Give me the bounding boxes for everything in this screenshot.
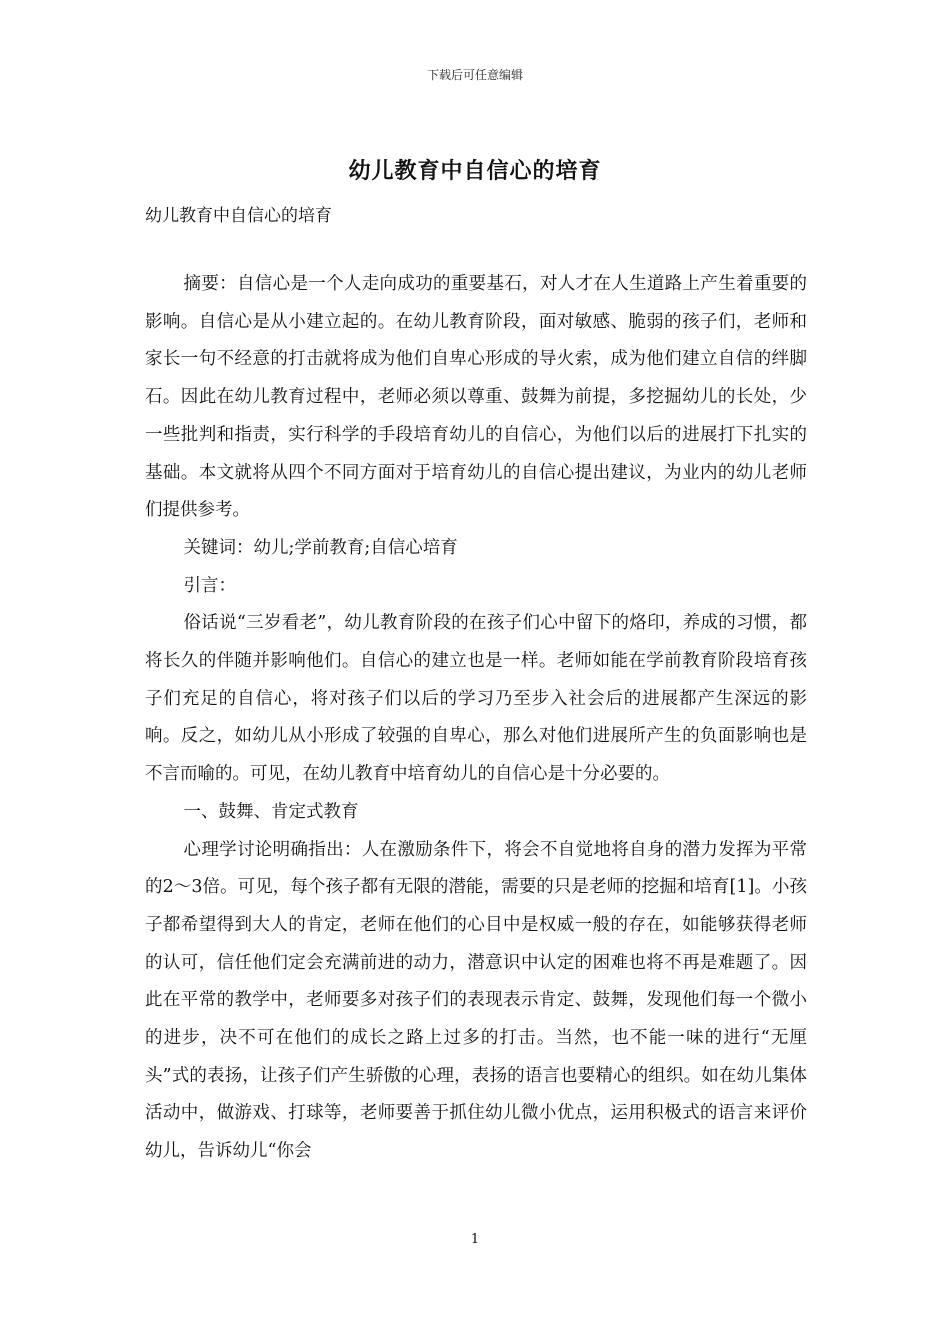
page-header: 下载后可任意编辑 — [426, 68, 523, 82]
document-body — [145, 266, 807, 1171]
section-paragraph: 心理学讨论明确指出：人在激励条件下，将会不自觉地将自身的潜力发挥为平常的2～3倍。可见，每个孩子都有无限的潜能，需要的只是老师的挖掘和培育[1]。小孩子都希望得到大人的肯定，老师在他们的心目中是权威一般的存在，如能够获得老师的认可，信任他们定会充满前进的动力，潜意识中认定的困难也将不再是难题了。因此在平常的教学中，老师要多对孩子们的表现表示肯定、鼓舞，发现他们每一个微小的进步，决不可在他们的成长之路上过多的打击。当然，也不能一味的进行“无厘头”式的表扬，让孩子们产生骄傲的心理，表扬的语言也要精心的组织。如在幼儿集体活动中，做游戏、打球等，老师要善于抓住幼儿微小优点，运用积极式的语言来评价幼儿，告诉幼儿“你会 — [145, 839, 807, 1162]
document-title: 幼儿教育中自信心的培育 — [348, 158, 602, 184]
document-subtitle: 幼儿教育中自信心的培育 — [145, 206, 332, 226]
page-number: 1 — [470, 1232, 480, 1247]
introduction-paragraph: 俗话说“三岁看老”，幼儿教育阶段的在孩子们心中留下的烙印，养成的习惯，都将长久的伴随并影响他们。自信心的建立也是一样。老师如能在学前教育阶段培育孩子们充足的自信心，将对孩子们以后的学习乃至步入社会后的进展都产生深远的影响。反之，如幼儿从小形成了较强的自卑心，那么对他们进展所产生的负面影响也是不言而喻的。可见，在幼儿教育中培育幼儿的自信心是十分必要的。 — [145, 613, 807, 785]
abstract-paragraph: 摘要：自信心是一个人走向成功的重要基石，对人才在人生道路上产生着重要的影响。自信心是从小建立起的。在幼儿教育阶段，面对敏感、脆弱的孩子们，老师和家长一句不经意的打击就将成为他们自卑心形成的导火索，成为他们建立自信的绊脚石。因此在幼儿教育过程中，老师必须以尊重、鼓舞为前提，多挖掘幼儿的长处，少一些批判和指责，实行科学的手段培育幼儿的自信心，为他们以后的进展打下扎实的基础。本文就将从四个不同方面对于培育幼儿的自信心提出建议，为业内的幼儿老师们提供参考。 — [145, 274, 807, 521]
keywords-paragraph: 关键词：幼儿;学前教育;自信心培育 — [183, 537, 458, 558]
introduction-heading: 引言： — [183, 575, 236, 596]
section-heading: 一、鼓舞、肯定式教育 — [183, 801, 359, 822]
